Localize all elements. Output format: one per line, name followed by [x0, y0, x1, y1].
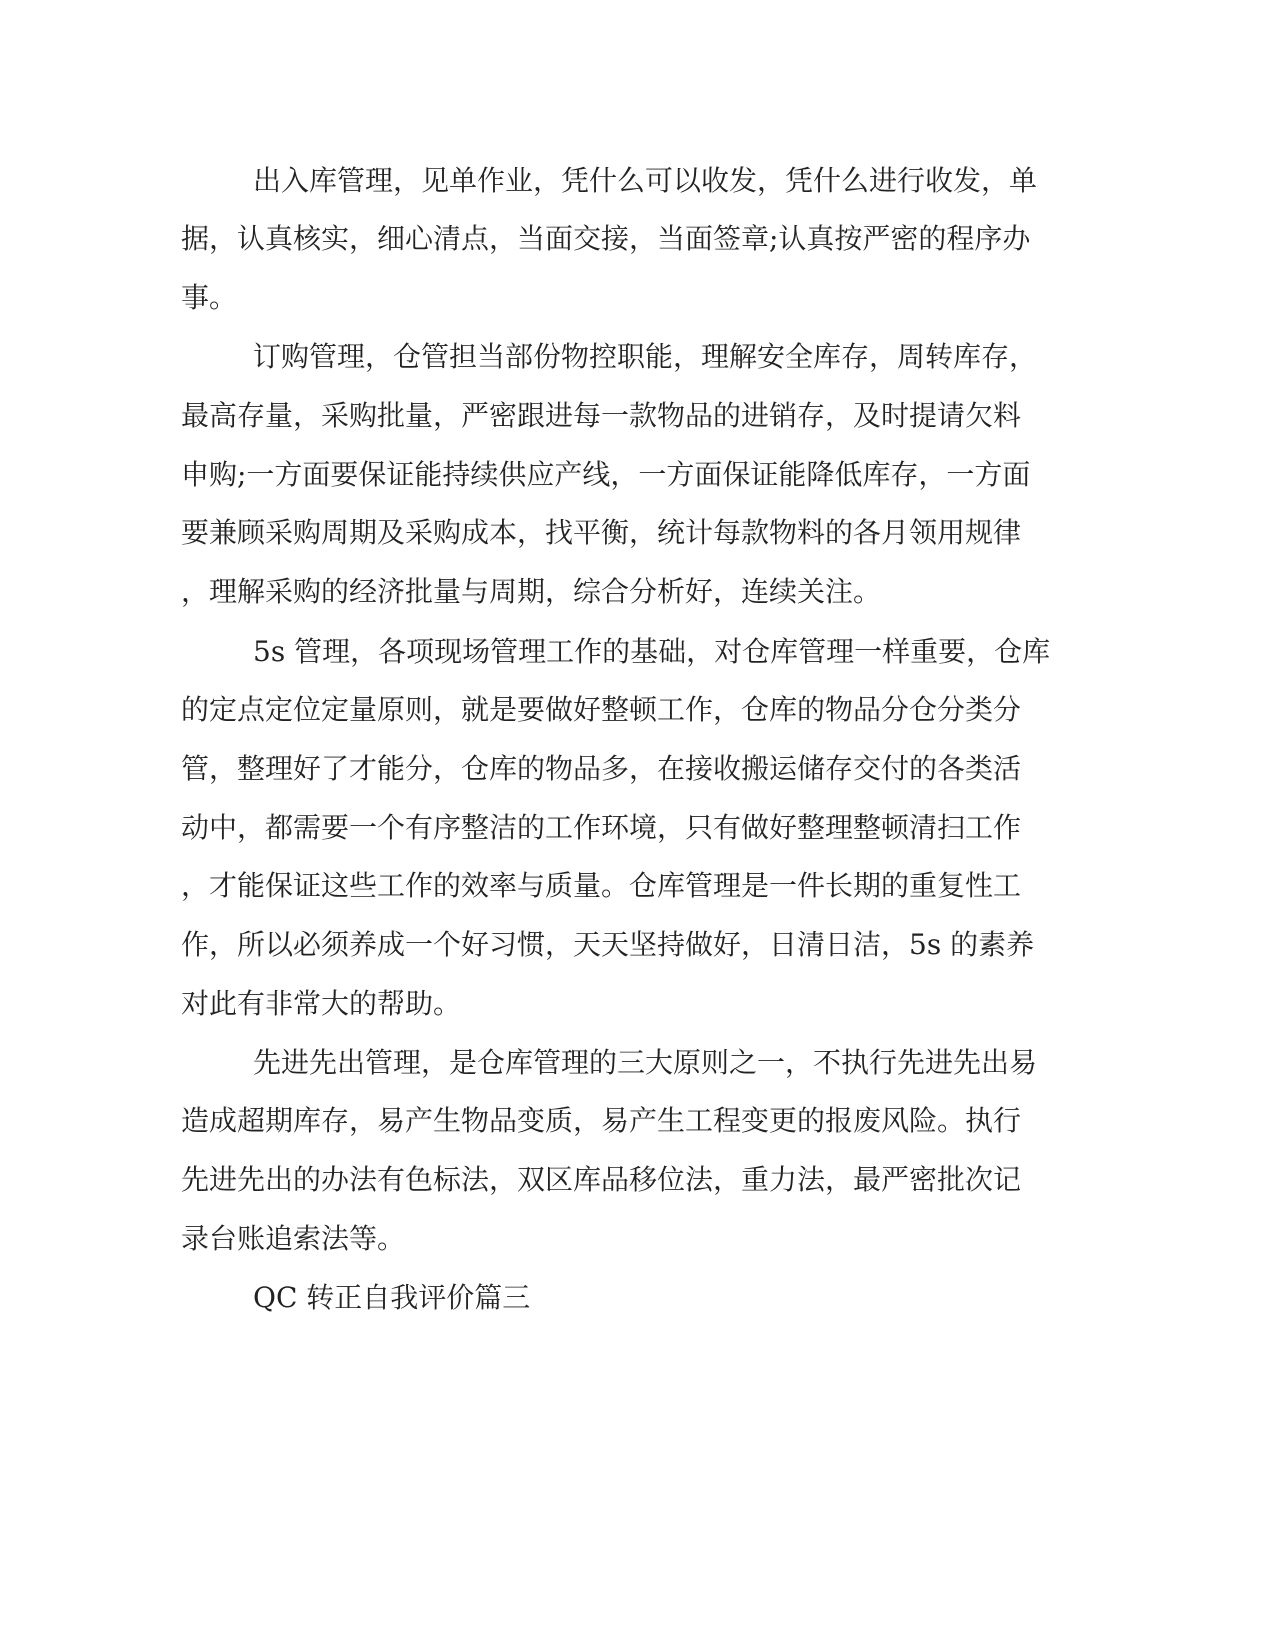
paragraph-line: 出入库管理，见单作业，凭什么可以收发，凭什么进行收发，单 [253, 164, 1038, 197]
paragraph-line: ，才能保证这些工作的效率与质量。仓库管理是一件长期的重复性工 [181, 869, 1022, 902]
paragraph-line: 造成超期库存，易产生物品变质，易产生工程变更的报废风险。执行 [181, 1104, 1022, 1137]
paragraph-line: 先进先出的办法有色标法，双区库品移位法，重力法，最严密批次记 [181, 1163, 1022, 1196]
paragraph-line: 要兼顾采购周期及采购成本，找平衡，统计每款物料的各月领用规律 [181, 516, 1022, 549]
paragraph-line: 最高存量，采购批量，严密跟进每一款物品的进销存，及时提请欠料 [181, 399, 1022, 432]
paragraph-line: 作，所以必须养成一个好习惯，天天坚持做好，日清日洁，5s 的素养 [181, 928, 1035, 961]
paragraph-line: 订购管理，仓管担当部份物控职能，理解安全库存，周转库存， [253, 340, 1038, 373]
paragraph-line: 申购;一方面要保证能持续供应产线，一方面保证能降低库存，一方面 [181, 458, 1031, 491]
paragraph-line: 管，整理好了才能分，仓库的物品多，在接收搬运储存交付的各类活 [181, 752, 1022, 785]
paragraph-line: 动中，都需要一个有序整洁的工作环境，只有做好整理整顿清扫工作 [181, 811, 1022, 844]
paragraph-line: 的定点定位定量原则，就是要做好整顿工作，仓库的物品分仓分类分 [181, 693, 1022, 726]
paragraph-line: ，理解采购的经济批量与周期，综合分析好，连续关注。 [181, 575, 882, 608]
paragraph-line: 先进先出管理，是仓库管理的三大原则之一，不执行先进先出易 [253, 1046, 1038, 1079]
paragraph-line: 录台账追索法等。 [181, 1222, 406, 1255]
section-heading: QC 转正自我评价篇三 [253, 1281, 531, 1314]
paragraph-line: 5s 管理，各项现场管理工作的基础，对仓库管理一样重要，仓库 [253, 635, 1051, 668]
paragraph-line: 据，认真核实，细心清点，当面交接，当面签章;认真按严密的程序办 [181, 222, 1031, 255]
paragraph-line: 事。 [181, 281, 238, 314]
paragraph-line: 对此有非常大的帮助。 [181, 987, 462, 1020]
